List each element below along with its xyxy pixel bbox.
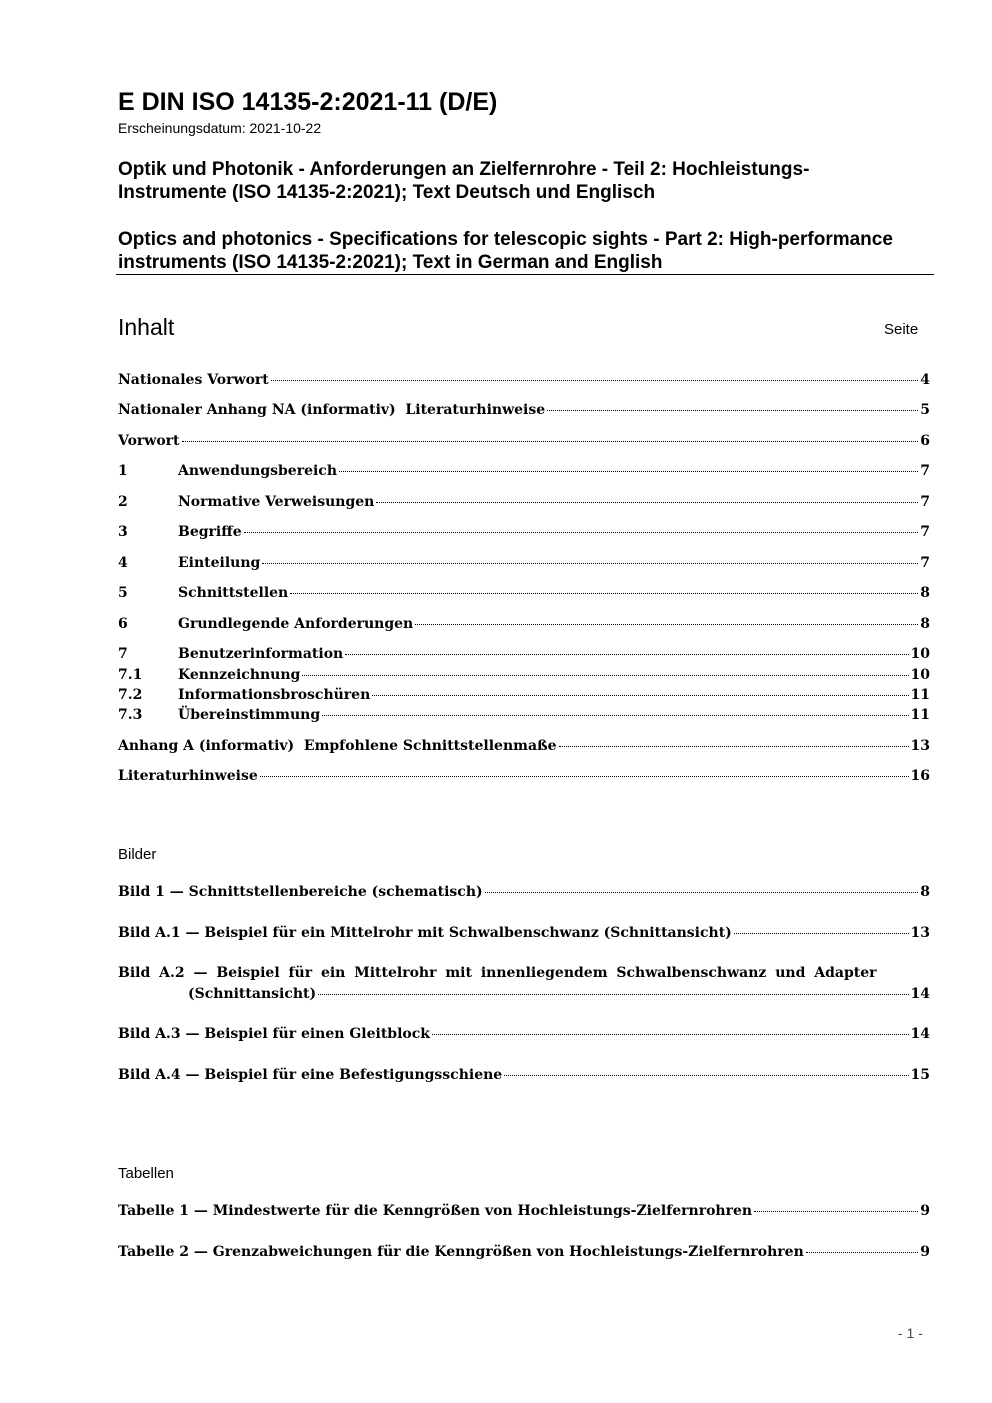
toc-title: Grundlegende Anforderungen	[178, 616, 414, 632]
dot-leader	[260, 776, 909, 777]
toc-entry[interactable]	[118, 463, 930, 483]
figure-entry[interactable]	[118, 965, 930, 1002]
toc-page-number: 4	[920, 372, 930, 388]
dot-leader	[290, 593, 918, 594]
dot-leader	[547, 410, 918, 411]
figure-entry[interactable]	[118, 1026, 930, 1046]
dot-leader	[322, 715, 908, 716]
figure-title: Bild 1 — Schnittstellenbereiche (schematisch)	[118, 884, 483, 900]
toc-number: 3	[118, 524, 128, 540]
toc-title: Literaturhinweise	[118, 768, 258, 784]
toc-page-number: 5	[920, 402, 930, 418]
table-title: Tabelle 2 — Grenzabweichungen für die Kenngrößen von Hochleistungs-Zielfernrohren	[118, 1244, 804, 1260]
dot-leader	[182, 441, 919, 442]
figure-title: Bild A.3 — Beispiel für einen Gleitblock	[118, 1026, 430, 1042]
toc-page-number: 6	[920, 433, 930, 449]
toc-number: 7.1	[118, 667, 143, 683]
toc-title: Vorwort	[118, 433, 180, 449]
toc-number: 5	[118, 585, 128, 601]
dot-leader	[302, 675, 908, 676]
toc-page-number: 7	[920, 463, 930, 479]
document-number: E DIN ISO 14135-2:2021-11 (D/E)	[118, 88, 498, 116]
dot-leader	[339, 471, 918, 472]
dot-leader	[559, 746, 909, 747]
toc-title: Informationsbroschüren	[178, 687, 371, 703]
figure-page-number: 14	[910, 986, 930, 1002]
toc-page-number: 16	[910, 768, 930, 784]
figure-page-number: 15	[910, 1067, 930, 1083]
page-number: - 1 -	[898, 1325, 923, 1341]
toc-entry[interactable]	[118, 616, 930, 636]
table-page-number: 9	[920, 1244, 930, 1260]
figure-page-number: 14	[910, 1026, 930, 1042]
toc-entry[interactable]	[118, 494, 930, 514]
toc-number: 7.3	[118, 707, 143, 723]
toc-number: 6	[118, 616, 128, 632]
figure-title: (Schnittansicht)	[188, 986, 317, 1002]
toc-entry[interactable]	[118, 402, 930, 422]
figure-entry[interactable]	[118, 884, 930, 904]
dot-leader	[485, 892, 919, 893]
table-page-number: 9	[920, 1203, 930, 1219]
dot-leader	[318, 994, 908, 995]
figure-entry[interactable]	[118, 925, 930, 945]
figure-entry[interactable]	[118, 1067, 930, 1087]
toc-entry[interactable]	[118, 707, 930, 727]
figure-page-number: 13	[910, 925, 930, 941]
toc-title: Begriffe	[178, 524, 242, 540]
dot-leader	[372, 695, 908, 696]
figure-title: Bild A.4 — Beispiel für eine Befestigungsschiene	[118, 1067, 503, 1083]
dot-leader	[734, 933, 909, 934]
toc-number: 4	[118, 555, 128, 571]
toc-title: Einteilung	[178, 555, 261, 571]
toc-title: Übereinstimmung	[178, 707, 321, 723]
dot-leader	[271, 380, 919, 381]
figure-page-number: 8	[920, 884, 930, 900]
toc-entry[interactable]	[118, 768, 930, 788]
toc-page-number: 11	[910, 687, 930, 703]
toc-title: Nationaler Anhang NA (informativ) Literaturhinweise	[118, 402, 546, 418]
figure-title: Bild A.2 — Beispiel für ein Mittelrohr mit innenliegendem Schwalbenschwanz und Adapter	[118, 965, 877, 981]
figures-heading: Bilder	[118, 846, 157, 863]
toc-title: Normative Verweisungen	[178, 494, 375, 510]
toc-number: 7	[118, 646, 128, 662]
toc-number: 1	[118, 463, 128, 479]
publication-date: Erscheinungsdatum: 2021-10-22	[118, 120, 322, 136]
table-title: Tabelle 1 — Mindestwerte für die Kenngrößen von Hochleistungs-Zielfernrohren	[118, 1203, 753, 1219]
toc-page-number: 13	[910, 738, 930, 754]
title-english: Optics and photonics - Specifications for telescopic sights - Part 2: High-performance instruments (ISO 14135-2:2021); Text in German and English	[118, 229, 893, 273]
toc-entry[interactable]	[118, 555, 930, 575]
toc-entry[interactable]	[118, 687, 930, 707]
figure-title: Bild A.1 — Beispiel für ein Mittelrohr mit Schwalbenschwanz (Schnittansicht)	[118, 925, 732, 941]
dot-leader	[432, 1034, 909, 1035]
toc-entry[interactable]	[118, 433, 930, 453]
toc-title: Benutzerinformation	[178, 646, 344, 662]
tables-heading: Tabellen	[118, 1165, 174, 1182]
title-divider	[116, 274, 934, 275]
toc-title: Anwendungsbereich	[178, 463, 337, 479]
toc-entry[interactable]	[118, 524, 930, 544]
toc-title: Anhang A (informativ) Empfohlene Schnittstellenmaße	[118, 738, 557, 754]
table-entry[interactable]	[118, 1203, 930, 1223]
dot-leader	[262, 563, 918, 564]
toc-page-number: 10	[910, 667, 930, 683]
toc-number: 2	[118, 494, 128, 510]
toc-entry[interactable]	[118, 585, 930, 605]
table-entry[interactable]	[118, 1244, 930, 1264]
toc-page-number: 8	[920, 585, 930, 601]
toc-title: Kennzeichnung	[178, 667, 301, 683]
toc-page-number: 8	[920, 616, 930, 632]
toc-page-number: 7	[920, 555, 930, 571]
toc-entry[interactable]	[118, 738, 930, 758]
toc-page-number: 11	[910, 707, 930, 723]
toc-page-number: 10	[910, 646, 930, 662]
contents-heading: Inhalt	[118, 314, 175, 340]
dot-leader	[504, 1075, 908, 1076]
toc-entry[interactable]	[118, 667, 930, 687]
toc-number: 7.2	[118, 687, 143, 703]
title-german: Optik und Photonik - Anforderungen an Zielfernrohre - Teil 2: Hochleistungs-Instrumente (ISO 14135-2:2021); Text Deutsch und Englisch	[118, 159, 810, 203]
toc-entry[interactable]	[118, 646, 930, 666]
page-column-label: Seite	[884, 321, 919, 338]
dot-leader	[345, 654, 908, 655]
dot-leader	[376, 502, 918, 503]
toc-entry[interactable]	[118, 372, 930, 392]
toc-title: Schnittstellen	[178, 585, 289, 601]
dot-leader	[415, 624, 918, 625]
dot-leader	[244, 532, 919, 533]
dot-leader	[806, 1252, 918, 1253]
toc-page-number: 7	[920, 494, 930, 510]
figure-title-continuation	[118, 986, 930, 1002]
toc-title: Nationales Vorwort	[118, 372, 269, 388]
toc-page-number: 7	[920, 524, 930, 540]
dot-leader	[754, 1211, 918, 1212]
